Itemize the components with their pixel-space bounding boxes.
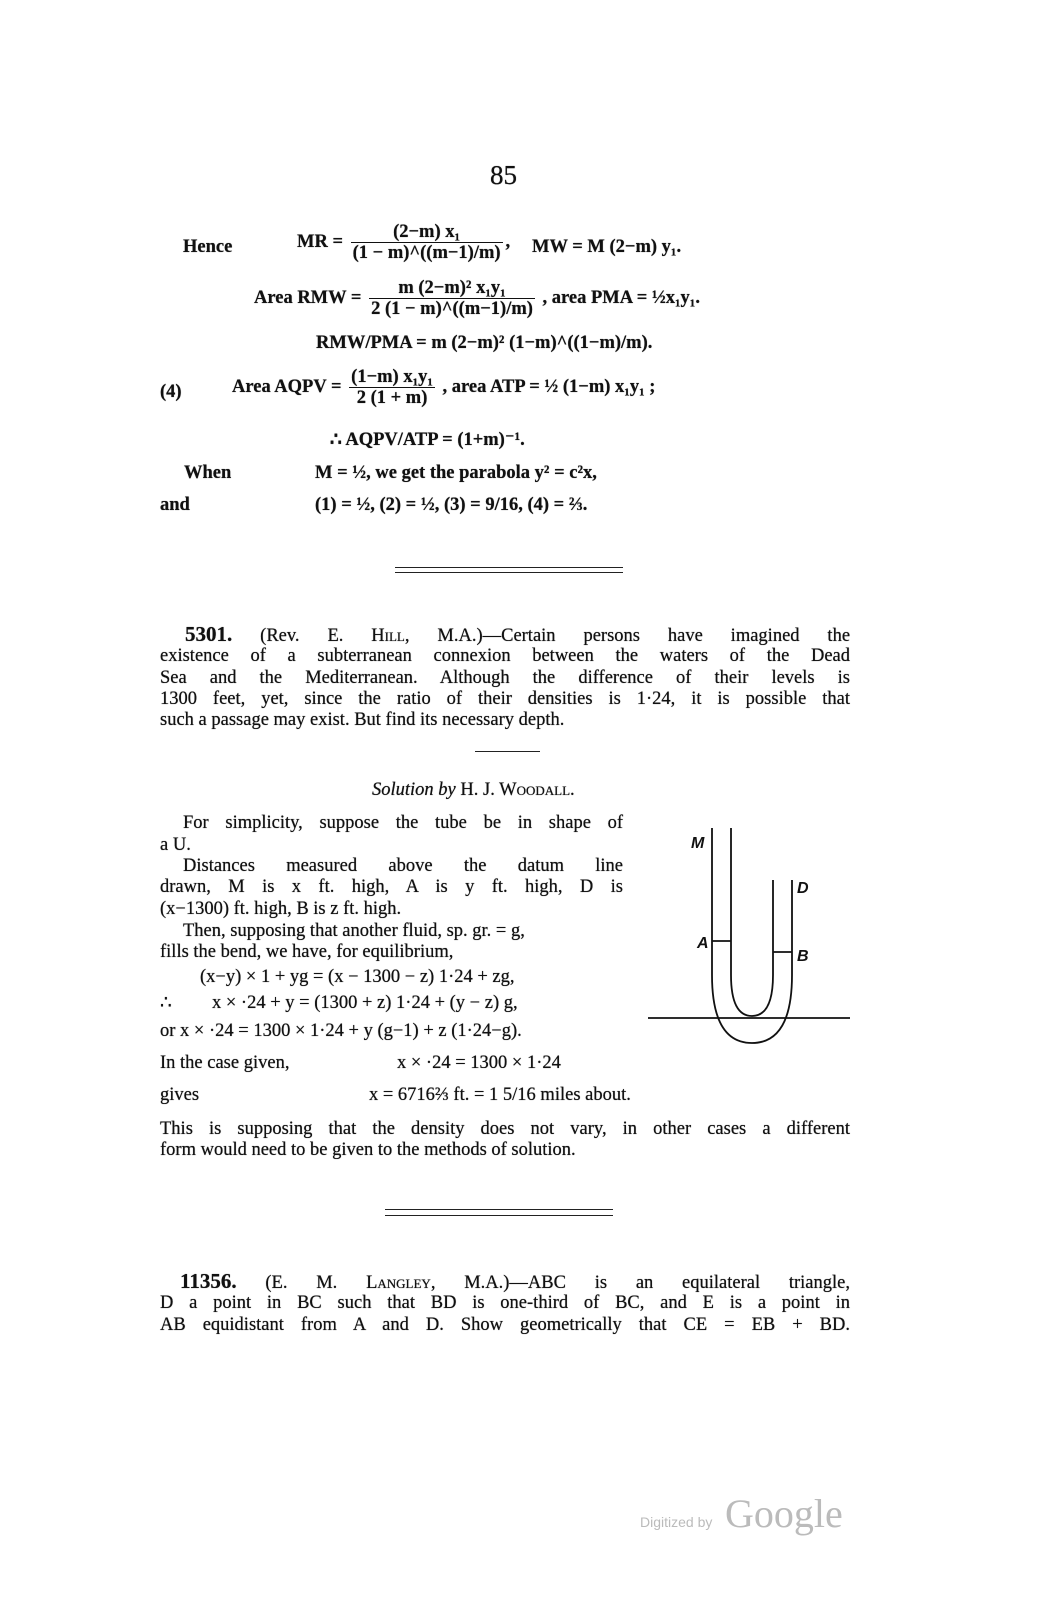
when-label: When bbox=[184, 463, 232, 483]
solution-by: Solution by bbox=[372, 780, 456, 800]
author-name: Langley bbox=[366, 1273, 431, 1293]
label-a: A bbox=[697, 935, 709, 952]
label-d: D bbox=[797, 880, 809, 897]
rmw-denominator: 2 (1 − m)^((m−1)/m) bbox=[371, 299, 533, 319]
therefore-equation: ∴ AQPV/ATP = (1+m)⁻¹. bbox=[330, 430, 525, 450]
gives-label: gives bbox=[160, 1085, 200, 1105]
ratio-equation: RMW/PMA = m (2−m)² (1−m)^((1−m)/m). bbox=[316, 333, 653, 353]
when-text: M = ½, we get the parabola y² = c²x, bbox=[315, 463, 597, 483]
comma: , bbox=[505, 231, 511, 252]
question-number: 11356. bbox=[180, 1269, 237, 1293]
solver-name: H. J. Woodall. bbox=[460, 780, 575, 800]
q11356-line: D a point in BC such that BD is one-third of BC, and E is a point in bbox=[160, 1293, 850, 1313]
solution-line: a U. bbox=[160, 835, 191, 855]
rmw-numerator: m (2−m)² x₁y₁ bbox=[369, 278, 535, 299]
solution-line: Then, supposing that another fluid, sp. gr. = g, bbox=[183, 921, 525, 941]
mw-equation: MW = M (2−m) y₁. bbox=[532, 237, 682, 257]
mr-numerator: (2−m) x₁ bbox=[351, 222, 503, 243]
author-prefix: (E. M. bbox=[265, 1273, 338, 1293]
and-label: and bbox=[160, 495, 190, 515]
q5301-line: Sea and the Mediterranean. Although the difference of their levels is bbox=[160, 668, 850, 688]
label-m: M bbox=[691, 835, 705, 852]
case-equation: x × ·24 = 1300 × 1·24 bbox=[397, 1053, 561, 1073]
solution-line: fills the bend, we have, for equilibrium, bbox=[160, 942, 454, 962]
author-name: Hill bbox=[371, 626, 405, 646]
double-rule-bottom bbox=[385, 1215, 613, 1216]
watermark-prefix: Digitized by bbox=[640, 1514, 713, 1530]
question-text: , M.A.)—ABC is an equilateral triangle, bbox=[430, 1273, 850, 1293]
aqpv-label: (4) bbox=[160, 382, 182, 402]
closing-line: This is supposing that the density does not vary, in other cases a different bbox=[160, 1119, 850, 1139]
atp-equation: , area ATP = ½ (1−m) x₁y₁ ; bbox=[442, 376, 656, 397]
page-number: 85 bbox=[490, 160, 517, 190]
pma-equation: , area PMA = ½x₁y₁. bbox=[542, 287, 700, 308]
solution-line: For simplicity, suppose the tube be in shape of bbox=[183, 813, 623, 833]
solution-line: Distances measured above the datum line bbox=[183, 856, 623, 876]
rmw-lhs: Area RMW = bbox=[254, 287, 362, 308]
aqpv-denominator: 2 (1 + m) bbox=[356, 388, 428, 408]
q11356-line: AB equidistant from A and D. Show geometrically that CE = EB + BD. bbox=[160, 1315, 850, 1335]
aqpv-lhs: Area AQPV = bbox=[232, 376, 342, 397]
gives-equation: x = 6716⅔ ft. = 1 5/16 miles about. bbox=[369, 1085, 631, 1105]
therefore-symbol: ∴ bbox=[160, 993, 172, 1013]
q5301-line: such a passage may exist. But find its necessary depth. bbox=[160, 710, 565, 730]
outer-tube bbox=[712, 828, 792, 1043]
solution-line: (x−1300) ft. high, B is z ft. high. bbox=[160, 899, 402, 919]
mr-lhs: MR = bbox=[297, 231, 343, 252]
equation-1: (x−y) × 1 + yg = (x − 1300 − z) 1·24 + zg, bbox=[200, 967, 515, 987]
google-logo: Google bbox=[725, 1491, 843, 1536]
equation-3: or x × ·24 = 1300 × 1·24 + y (g−1) + z (1·24−g). bbox=[160, 1021, 522, 1041]
closing-line: form would need to be given to the methods of solution. bbox=[160, 1140, 576, 1160]
q11356-first-line bbox=[180, 1270, 850, 1294]
case-label: In the case given, bbox=[160, 1053, 290, 1073]
hence-label: Hence bbox=[183, 237, 233, 257]
q5301-line: 1300 feet, yet, since the ratio of their densities is 1·24, it is possible that bbox=[160, 689, 850, 709]
mr-denominator: (1 − m)^((m−1)/m) bbox=[352, 243, 501, 263]
label-b: B bbox=[797, 948, 809, 965]
aqpv-numerator: (1−m) x₁y₁ bbox=[351, 367, 433, 387]
solution-line: drawn, M is x ft. high, A is y ft. high, D is bbox=[160, 877, 623, 897]
author-prefix: (Rev. E. bbox=[260, 626, 344, 646]
q5301-line: existence of a subterranean connexion between the waters of the Dead bbox=[160, 646, 850, 666]
equation-2: x × ·24 + y = (1300 + z) 1·24 + (y − z) g, bbox=[212, 993, 518, 1013]
question-number: 5301. bbox=[185, 622, 233, 646]
double-rule-bottom bbox=[385, 1209, 613, 1210]
question-text: , M.A.)—Certain persons have imagined the bbox=[404, 626, 851, 646]
and-text: (1) = ½, (2) = ½, (3) = 9/16, (4) = ⅔. bbox=[315, 495, 588, 515]
inner-tube bbox=[731, 828, 773, 1016]
